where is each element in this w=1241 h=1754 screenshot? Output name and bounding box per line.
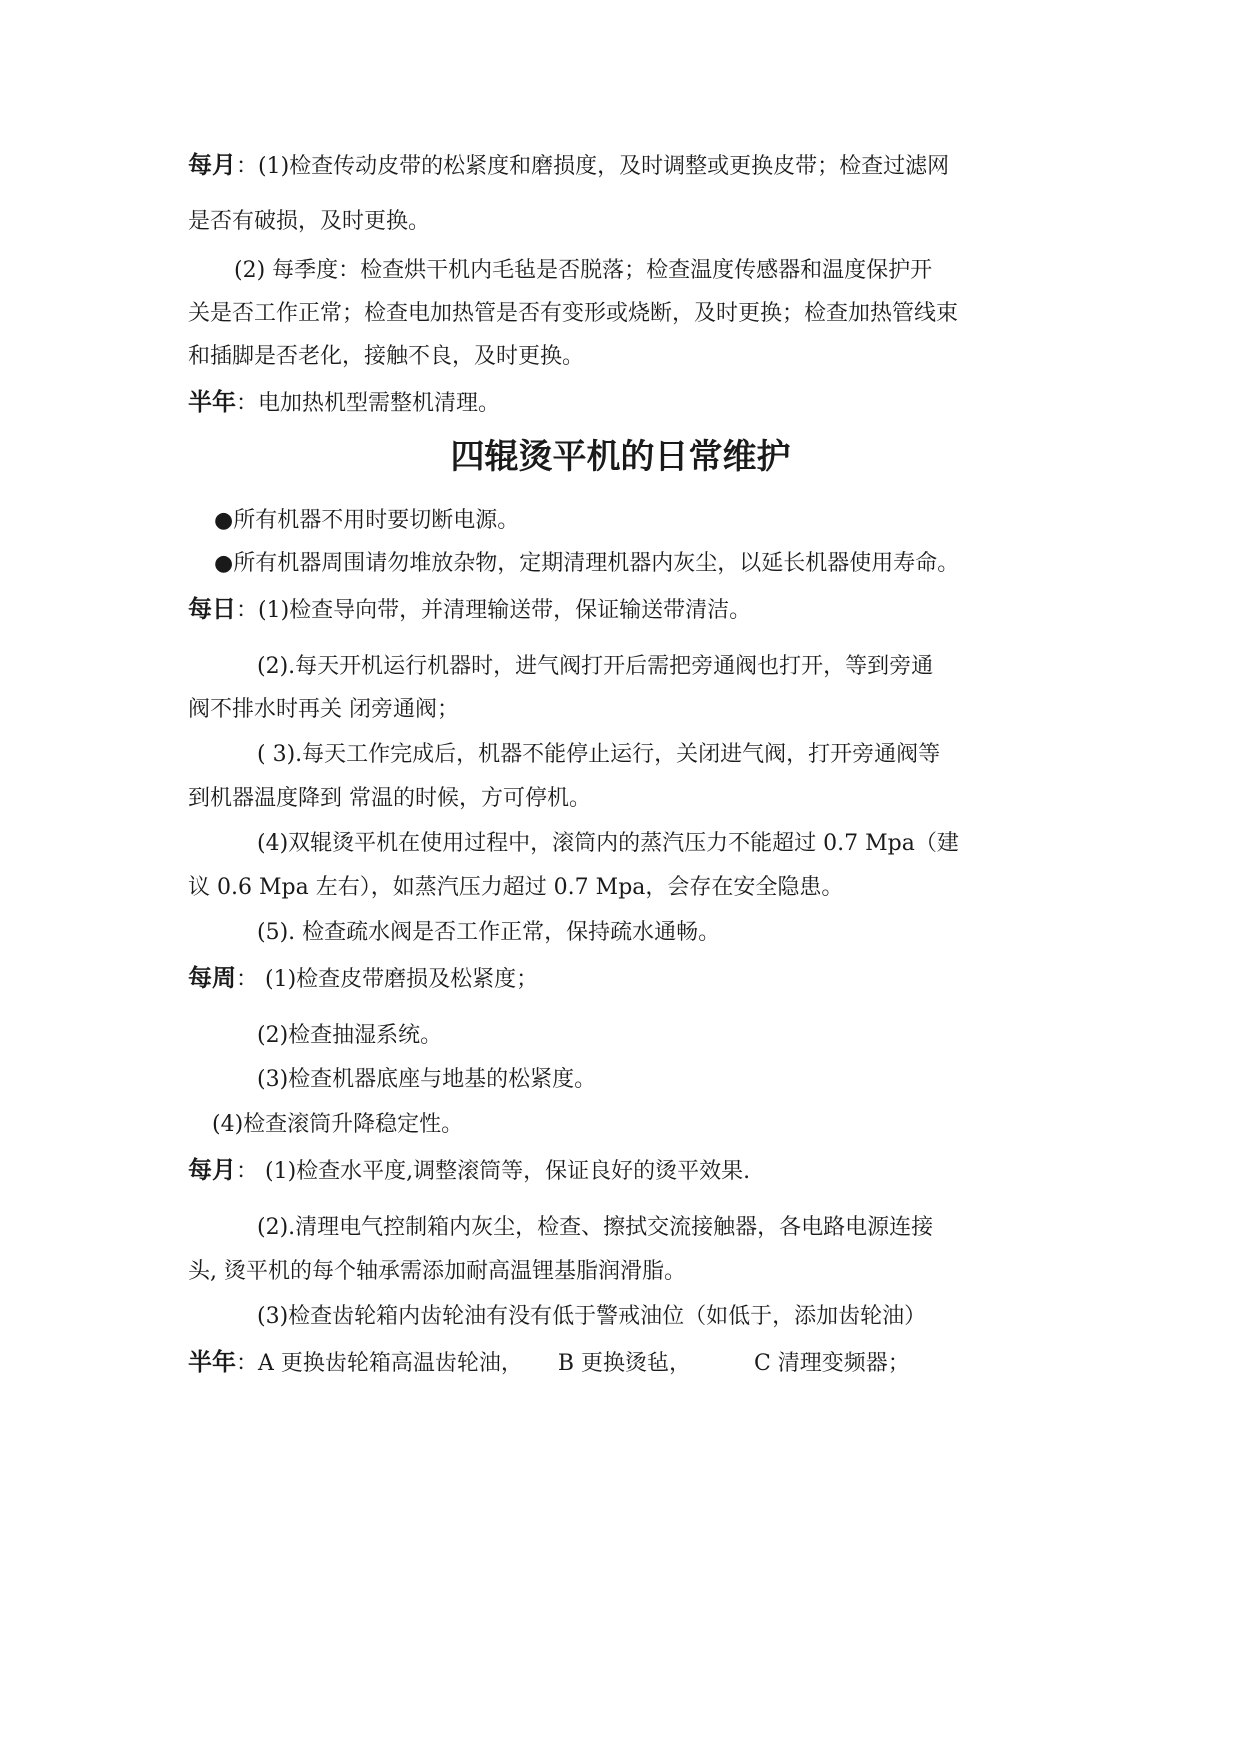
- monthly2-line-1: [188, 1155, 1058, 1187]
- weekly-line-2: (2)检查抽湿系统。: [257, 1023, 443, 1048]
- monthly-label: 每月: [188, 151, 236, 179]
- monthly2-label: 每月: [188, 1156, 236, 1184]
- daily-line-4b: 议 0.6 Mpa 左右），如蒸汽压力超过 0.7 Mpa，会存在安全隐患。: [188, 875, 844, 900]
- monthly-line-2: 是否有破损，及时更换。: [188, 209, 431, 234]
- halfyear2-text: ：A 更换齿轮箱高温齿轮油， B 更换烫毡， C 清理变频器；: [236, 1351, 910, 1376]
- weekly-text-1: ： (1)检查皮带磨损及松紧度；: [236, 967, 539, 992]
- bullet-2: ●所有机器周围请勿堆放杂物，定期清理机器内灰尘，以延长机器使用寿命。: [214, 551, 960, 576]
- daily-line-4a: (4)双辊烫平机在使用过程中，滚筒内的蒸汽压力不能超过 0.7 Mpa（建: [257, 831, 959, 856]
- daily-text-1: ：(1)检查导向带，并清理输送带，保证输送带清洁。: [236, 598, 752, 623]
- halfyear-label: 半年: [188, 388, 236, 416]
- daily-line-5: (5). 检查疏水阀是否工作正常，保持疏水通畅。: [257, 920, 721, 945]
- halfyear-line: [188, 387, 1058, 419]
- monthly2-line-2a: (2).清理电气控制箱内灰尘，检查、擦拭交流接触器，各电路电源连接: [257, 1215, 934, 1240]
- monthly2-text-1: ： (1)检查水平度,调整滚筒等，保证良好的烫平效果.: [236, 1159, 751, 1184]
- daily-line-3a: ( 3).每天工作完成后，机器不能停止运行，关闭进气阀，打开旁通阀等: [257, 742, 941, 767]
- quarterly-line-1: (2) 每季度：检查烘干机内毛毡是否脱落；检查温度传感器和温度保护开: [234, 258, 933, 283]
- halfyear2-label: 半年: [188, 1348, 236, 1376]
- monthly2-line-3: (3)检查齿轮箱内齿轮油有没有低于警戒油位（如低于，添加齿轮油）: [257, 1304, 927, 1329]
- weekly-line-4: (4)检查滚筒升降稳定性。: [212, 1112, 464, 1137]
- quarterly-line-3: 和插脚是否老化，接触不良，及时更换。: [188, 344, 585, 369]
- daily-line-3b: 到机器温度降到 常温的时候，方可停机。: [188, 786, 591, 811]
- daily-label: 每日: [188, 595, 236, 623]
- halfyear-text: ：电加热机型需整机清理。: [236, 391, 501, 416]
- quarterly-line-2: 关是否工作正常；检查电加热管是否有变形或烧断，及时更换；检查加热管线束: [188, 301, 959, 326]
- weekly-line-3: (3)检查机器底座与地基的松紧度。: [257, 1067, 597, 1092]
- bullet-1: ●所有机器不用时要切断电源。: [214, 508, 520, 533]
- monthly-line-1: [188, 150, 1058, 182]
- daily-line-2a: (2).每天开机运行机器时，进气阀打开后需把旁通阀也打开，等到旁通: [257, 654, 934, 679]
- weekly-label: 每周: [188, 964, 236, 992]
- daily-line-1: [188, 594, 1058, 626]
- weekly-line-1: [188, 963, 1058, 995]
- monthly-text-1: ：(1)检查传动皮带的松紧度和磨损度，及时调整或更换皮带；检查过滤网: [236, 154, 950, 179]
- daily-line-2b: 阀不排水时再关 闭旁通阀；: [188, 697, 459, 722]
- halfyear2-line: [188, 1347, 1058, 1379]
- monthly2-line-2b: 头, 烫平机的每个轴承需添加耐高温锂基脂润滑脂。: [188, 1259, 686, 1284]
- section-title: 四辊烫平机的日常维护: [450, 437, 791, 477]
